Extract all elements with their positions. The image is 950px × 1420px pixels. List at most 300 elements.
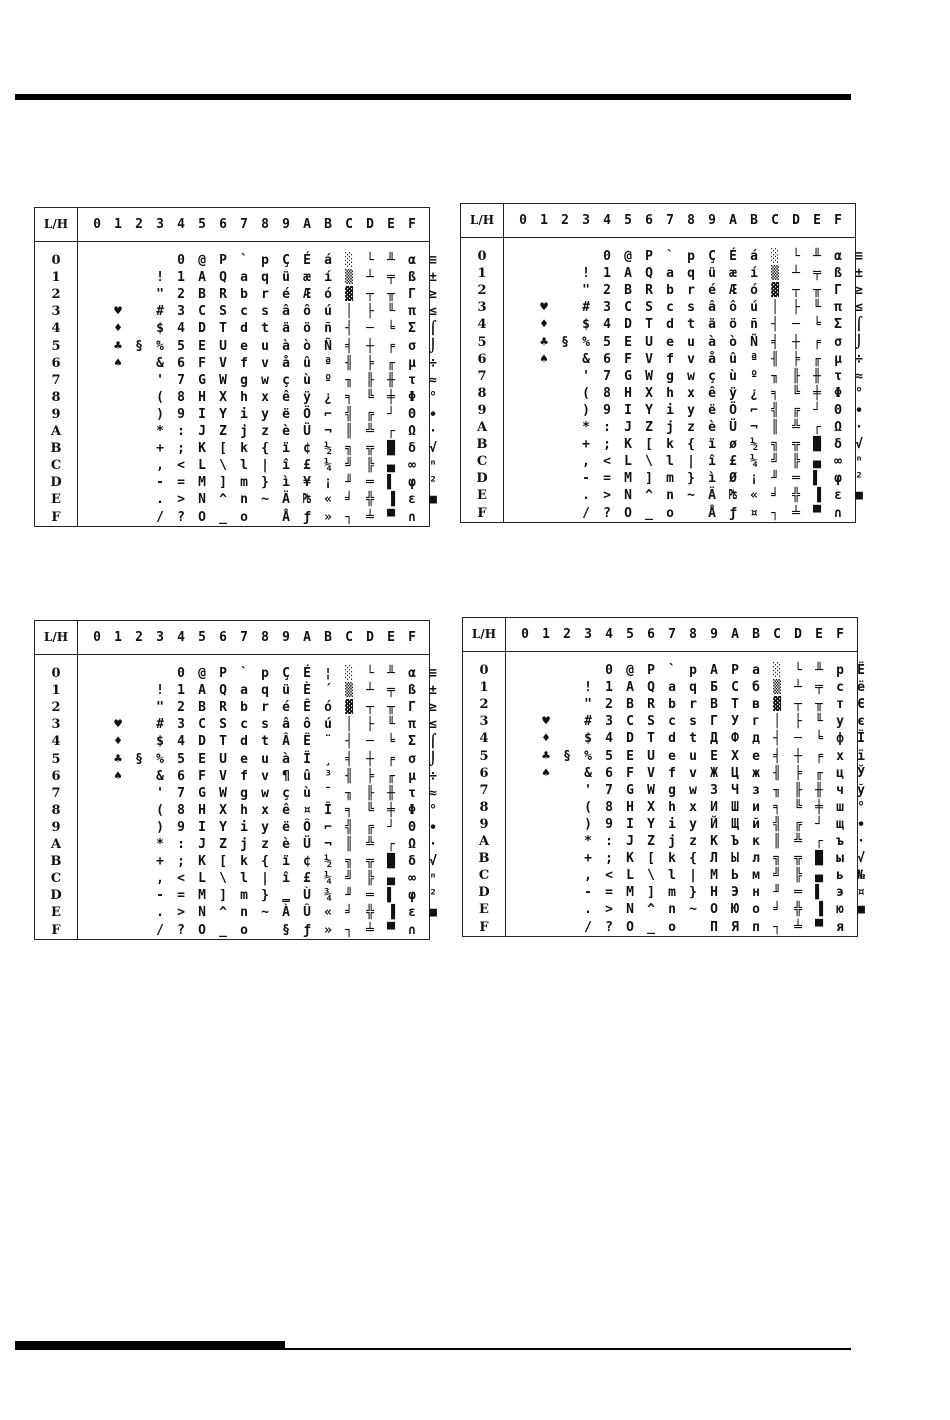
- char-cell-A8: ÿ: [303, 389, 311, 405]
- char-cell-DA: ╩: [792, 420, 800, 435]
- char-cell-1D: [536, 884, 556, 901]
- char-cell-22: [555, 282, 575, 299]
- char-cell-B3: ú: [324, 304, 332, 320]
- char-cell-55: E: [198, 338, 206, 354]
- char-cell-DE: ╬: [366, 905, 374, 921]
- char-cell-F8: ш: [836, 799, 844, 815]
- char-cell-F7: τ: [834, 368, 842, 384]
- char-cell-43: 3: [177, 304, 185, 320]
- char-cell-2D: [129, 474, 149, 491]
- char-cell-51: A: [198, 683, 206, 699]
- char-cell-5D: M: [198, 888, 206, 904]
- char-cell-75: e: [668, 748, 676, 764]
- column-header-0: 0: [521, 627, 529, 642]
- char-cell-D4: ─: [792, 317, 800, 333]
- char-cell-0F: [515, 919, 535, 936]
- char-cell-25: §: [135, 338, 143, 354]
- char-cell-3A: *: [584, 834, 592, 849]
- char-cell-BF: п: [752, 919, 760, 935]
- char-cell-13: ♥: [114, 717, 122, 733]
- char-cell-EB: █: [815, 851, 823, 867]
- char-cell-undefined4: ⌠: [429, 734, 437, 750]
- char-cell-87: w: [261, 785, 269, 801]
- char-cell-undefined3: ≤: [855, 300, 863, 316]
- char-cell-BB: ½: [324, 854, 332, 870]
- column-header-6: 6: [219, 217, 227, 232]
- char-cell-0D: [87, 474, 107, 491]
- char-cell-36: &: [584, 765, 592, 781]
- char-cell-21: [129, 269, 149, 286]
- char-cell-A4: Ë: [303, 734, 311, 750]
- char-cell-94: ä: [708, 317, 716, 333]
- char-cell-3C: ,: [584, 868, 592, 884]
- char-cell-10: [534, 248, 554, 265]
- char-cell-E0: ╨: [387, 666, 395, 681]
- char-cell-20: [129, 252, 149, 269]
- char-cell-3D: -: [582, 471, 590, 487]
- char-cell-05: [513, 334, 533, 351]
- char-cell-4B: ;: [177, 441, 185, 457]
- char-cell-20: [557, 662, 577, 679]
- char-cell-6F: _: [647, 919, 655, 935]
- char-cell-5E: N: [198, 905, 206, 921]
- char-cell-06: [515, 765, 535, 782]
- char-cell-B5: Ñ: [324, 338, 332, 354]
- char-cell-13: ♥: [540, 300, 548, 316]
- char-cell-ED: ▌: [815, 885, 823, 901]
- char-cell-BE: «: [324, 905, 332, 921]
- char-cell-86: v: [687, 351, 695, 367]
- char-cell-FC: ∞: [408, 871, 416, 887]
- char-cell-B0: á: [324, 253, 332, 268]
- char-cell-17: [536, 782, 556, 799]
- char-cell-62: R: [219, 700, 227, 716]
- char-cell-4C: <: [177, 458, 185, 474]
- char-cell-F0: р: [836, 663, 844, 678]
- code-table-1: [34, 207, 437, 527]
- char-cell-8D: }: [689, 885, 697, 901]
- char-cell-51: A: [198, 270, 206, 286]
- char-cell-11: [534, 265, 554, 282]
- column-header-3: 3: [582, 213, 590, 228]
- char-cell-35: %: [156, 338, 164, 354]
- char-cell-50: @: [626, 663, 634, 678]
- row-header-7: 7: [51, 372, 61, 388]
- char-cell-04: [513, 316, 533, 333]
- char-cell-8C: |: [261, 458, 269, 474]
- footer-rule: [285, 1348, 851, 1350]
- char-cell-BC: ¼: [324, 871, 332, 887]
- char-cell-ED: ▌: [387, 888, 395, 904]
- char-cell-8D: }: [261, 888, 269, 904]
- char-cell-9F: Å: [282, 509, 290, 525]
- char-cell-7D: m: [668, 885, 676, 901]
- char-cell-65: U: [645, 334, 653, 350]
- char-cell-6A: Z: [219, 837, 227, 852]
- char-cell-9F: §: [282, 922, 290, 938]
- char-cell-2D: [555, 470, 575, 487]
- char-cell-47: 7: [177, 372, 185, 388]
- char-cell-FD: φ: [408, 475, 416, 491]
- char-cell-25: §: [563, 748, 571, 764]
- char-cell-B7: ¯: [324, 785, 332, 801]
- row-header-4: 4: [51, 321, 61, 337]
- char-cell-A7: ù: [729, 368, 737, 384]
- char-cell-84: t: [689, 731, 697, 747]
- char-cell-undefined0: Ё: [857, 663, 865, 678]
- char-cell-0B: [87, 440, 107, 457]
- char-cell-B9: ⌐: [324, 406, 332, 422]
- char-cell-3A: *: [582, 420, 590, 435]
- char-cell-E5: ╒: [387, 338, 395, 354]
- char-cell-A3: ô: [303, 304, 311, 320]
- char-cell-14: ♦: [114, 321, 122, 337]
- char-cell-00: [87, 665, 107, 682]
- char-cell-A6: û: [303, 768, 311, 784]
- char-cell-11: [108, 269, 128, 286]
- char-cell-34: $: [156, 321, 164, 337]
- column-header-8: 8: [689, 627, 697, 642]
- char-cell-F5: σ: [408, 751, 416, 767]
- char-cell-AE: ₧: [303, 492, 311, 508]
- char-cell-EB: █: [813, 437, 821, 453]
- char-cell-undefined3: ≤: [429, 304, 437, 320]
- char-cell-52: B: [626, 697, 634, 713]
- column-header-2: 2: [563, 627, 571, 642]
- char-cell-D9: ╔: [792, 402, 800, 418]
- char-cell-CA: ║: [771, 420, 779, 435]
- char-cell-1A: [108, 423, 128, 440]
- char-cell-3D: -: [584, 885, 592, 901]
- char-cell-67: W: [645, 368, 653, 384]
- char-cell-15: ♣: [114, 751, 122, 767]
- row-header-C: C: [50, 458, 62, 474]
- char-cell-D7: ╟: [366, 785, 374, 801]
- char-cell-EE: ▐: [387, 492, 395, 508]
- column-header-C: C: [773, 627, 781, 642]
- char-cell-24: [129, 320, 149, 337]
- char-cell-02: [515, 696, 535, 713]
- char-cell-0B: [513, 436, 533, 453]
- char-cell-AC: £: [303, 458, 311, 474]
- char-cell-42: 2: [177, 287, 185, 303]
- char-cell-DF: ╧: [794, 919, 802, 935]
- char-cell-CC: ╝: [345, 458, 353, 474]
- char-cell-F5: σ: [408, 338, 416, 354]
- char-cell-EA: ┌: [815, 834, 823, 849]
- char-cell-8B: {: [261, 854, 269, 870]
- char-cell-9A: è: [708, 420, 716, 435]
- char-cell-42: 2: [605, 697, 613, 713]
- char-cell-90: Ç: [282, 666, 290, 681]
- char-cell-A3: ô: [303, 717, 311, 733]
- char-cell-61: Q: [647, 680, 655, 696]
- char-cell-DC: ╠: [366, 458, 374, 474]
- char-cell-39: ): [584, 816, 592, 832]
- char-cell-D9: ╔: [794, 816, 802, 832]
- char-cell-9C: î: [282, 871, 290, 887]
- char-cell-D6: ╞: [366, 355, 374, 371]
- char-cell-26: [129, 355, 149, 372]
- char-cell-E0: ╨: [813, 249, 821, 264]
- char-cell-FA: Ω: [834, 420, 842, 435]
- char-cell-40: 0: [177, 666, 185, 681]
- row-header-F: F: [51, 922, 61, 938]
- char-cell-D6: ╞: [366, 768, 374, 784]
- char-cell-AB: Ы: [731, 851, 739, 867]
- char-cell-5E: N: [626, 902, 634, 918]
- char-cell-1C: [536, 867, 556, 884]
- char-cell-92: é: [282, 700, 290, 716]
- char-cell-C9: ╣: [345, 406, 353, 422]
- char-cell-93: â: [708, 300, 716, 316]
- char-cell-BA: к: [752, 834, 760, 849]
- char-cell-AD: Э: [731, 885, 739, 901]
- char-cell-FB: δ: [834, 437, 842, 453]
- char-cell-F8: Φ: [408, 802, 416, 818]
- char-cell-6B: [: [219, 441, 227, 457]
- char-cell-C2: ▓: [345, 700, 353, 716]
- char-cell-C0: ░: [345, 253, 353, 268]
- char-cell-6D: ]: [219, 888, 227, 904]
- char-cell-2F: [555, 505, 575, 522]
- column-header-F: F: [408, 217, 416, 232]
- column-header-5: 5: [198, 217, 206, 232]
- char-cell-A6: Ц: [731, 765, 739, 781]
- row-header-9: 9: [479, 816, 489, 832]
- char-cell-2F: [129, 922, 149, 939]
- char-cell-A9: Ö: [729, 402, 737, 418]
- column-header-A: A: [303, 630, 311, 645]
- char-cell-53: C: [198, 304, 206, 320]
- char-cell-91: ü: [282, 683, 290, 699]
- column-header-D: D: [366, 630, 374, 645]
- char-cell-F5: σ: [834, 334, 842, 350]
- char-cell-73: c: [240, 717, 248, 733]
- char-cell-undefined3: ≤: [429, 717, 437, 733]
- char-cell-30: [576, 248, 596, 265]
- char-cell-24: [555, 316, 575, 333]
- char-cell-37: ': [156, 785, 164, 801]
- char-cell-AF: ƒ: [303, 509, 311, 525]
- char-cell-57: G: [198, 372, 206, 388]
- char-cell-7B: k: [240, 854, 248, 870]
- char-cell-ED: ▌: [387, 475, 395, 491]
- char-cell-BC: ¼: [324, 458, 332, 474]
- char-cell-1F: [108, 509, 128, 526]
- char-cell-3F: /: [156, 509, 164, 525]
- char-cell-12: [108, 286, 128, 303]
- char-cell-EA: ┌: [387, 837, 395, 852]
- char-cell-DB: ╦: [366, 854, 374, 870]
- char-cell-undefinedE: ■: [429, 492, 437, 508]
- char-cell-54: D: [624, 317, 632, 333]
- char-cell-12: [108, 699, 128, 716]
- char-cell-37: ': [582, 368, 590, 384]
- char-cell-D4: ─: [366, 321, 374, 337]
- char-cell-5A: J: [626, 834, 634, 849]
- char-cell-66: V: [219, 355, 227, 371]
- char-cell-undefined9: ∙: [429, 819, 437, 835]
- char-cell-07: [513, 368, 533, 385]
- char-cell-F7: ч: [836, 782, 844, 798]
- char-cell-51: A: [624, 266, 632, 282]
- char-cell-AD: Ø: [729, 471, 737, 487]
- char-cell-16: ♠: [540, 351, 548, 367]
- char-cell-29: [129, 406, 149, 423]
- char-cell-CF: ┐: [771, 505, 779, 521]
- char-cell-C8: ╕: [771, 385, 779, 401]
- char-cell-03: [513, 299, 533, 316]
- char-cell-77: g: [240, 785, 248, 801]
- char-cell-52: B: [198, 700, 206, 716]
- char-cell-C1: ▒: [771, 266, 779, 282]
- char-cell-0D: [515, 884, 535, 901]
- char-cell-8E: ~: [261, 905, 269, 921]
- char-cell-18: [536, 799, 556, 816]
- char-cell-F9: Θ: [834, 402, 842, 418]
- char-cell-29: [557, 816, 577, 833]
- char-cell-39: ): [582, 402, 590, 418]
- char-cell-2E: [555, 487, 575, 504]
- char-cell-D1: ┴: [366, 683, 374, 699]
- char-cell-F6: ц: [836, 765, 844, 781]
- char-cell-64: T: [219, 321, 227, 337]
- row-header-E: E: [477, 488, 487, 504]
- row-header-8: 8: [51, 802, 61, 818]
- row-header-4: 4: [477, 317, 487, 333]
- char-cell-73: c: [668, 714, 676, 730]
- char-cell-16: ♠: [542, 765, 550, 781]
- column-header-E: E: [387, 630, 395, 645]
- char-cell-89: y: [689, 816, 697, 832]
- char-cell-D8: ╚: [366, 802, 374, 818]
- char-cell-4A: :: [177, 424, 185, 439]
- column-header-5: 5: [626, 627, 634, 642]
- char-cell-23: [555, 299, 575, 316]
- char-cell-EA: ┌: [387, 424, 395, 439]
- char-cell-44: 4: [177, 321, 185, 337]
- char-cell-undefinedE: ■: [857, 902, 865, 918]
- char-cell-BA: ¬: [324, 424, 332, 439]
- char-cell-68: X: [645, 385, 653, 401]
- char-cell-62: R: [219, 287, 227, 303]
- char-cell-07: [87, 372, 107, 389]
- char-cell-49: 9: [605, 816, 613, 832]
- char-cell-BE: о: [752, 902, 760, 918]
- char-cell-FD: φ: [408, 888, 416, 904]
- char-cell-DF: ╧: [792, 505, 800, 521]
- char-cell-E5: ╒: [813, 334, 821, 350]
- char-cell-64: T: [645, 317, 653, 333]
- char-cell-EE: ▐: [387, 905, 395, 921]
- char-cell-F8: Φ: [408, 389, 416, 405]
- row-header-4: 4: [479, 731, 489, 747]
- char-cell-undefinedB: √: [429, 854, 437, 870]
- char-cell-B7: º: [750, 368, 758, 384]
- row-header-9: 9: [51, 819, 61, 835]
- char-cell-EA: ┌: [813, 420, 821, 435]
- char-cell-58: H: [626, 799, 634, 815]
- char-cell-54: D: [626, 731, 634, 747]
- char-cell-8D: }: [261, 475, 269, 491]
- char-cell-16: ♠: [114, 355, 122, 371]
- char-cell-56: F: [198, 355, 206, 371]
- char-cell-55: E: [626, 748, 634, 764]
- char-cell-FF: ∩: [408, 509, 416, 525]
- char-cell-1C: [108, 457, 128, 474]
- column-header-9: 9: [708, 213, 716, 228]
- char-cell-B1: ´: [324, 683, 332, 699]
- char-cell-undefinedC: ⁿ: [855, 454, 863, 470]
- char-cell-E1: ╤: [387, 683, 395, 699]
- char-cell-E8: ╪: [387, 802, 395, 818]
- char-cell-FD: э: [836, 885, 844, 901]
- row-header-9: 9: [51, 406, 61, 422]
- char-cell-84: t: [687, 317, 695, 333]
- char-cell-7F: o: [666, 505, 674, 521]
- char-cell-98: ê: [282, 802, 290, 818]
- char-cell-4F: ?: [605, 919, 613, 935]
- char-cell-F2: т: [836, 697, 844, 713]
- char-cell-3B: +: [156, 854, 164, 870]
- char-cell-13: ♥: [542, 714, 550, 730]
- char-cell-4E: >: [603, 488, 611, 504]
- char-cell-43: 3: [603, 300, 611, 316]
- char-cell-C7: ╖: [771, 368, 779, 384]
- char-cell-F0: α: [408, 253, 416, 268]
- row-header-A: A: [476, 420, 488, 435]
- column-header-3: 3: [584, 627, 592, 642]
- char-cell-C7: ╖: [773, 782, 781, 798]
- char-cell-B2: в: [752, 697, 760, 713]
- char-cell-FE: ε: [408, 492, 416, 508]
- column-header-D: D: [792, 213, 800, 228]
- char-cell-09: [513, 402, 533, 419]
- char-cell-B9: ⌐: [750, 402, 758, 418]
- char-cell-EC: ▄: [387, 871, 395, 887]
- row-header-1: 1: [477, 266, 487, 282]
- char-cell-CD: ╜: [773, 885, 781, 901]
- char-cell-97: ç: [282, 372, 290, 388]
- char-cell-undefinedF: [423, 922, 443, 939]
- char-cell-53: C: [626, 714, 634, 730]
- column-header-0: 0: [519, 213, 527, 228]
- char-cell-50: @: [198, 253, 206, 268]
- char-cell-89: y: [261, 819, 269, 835]
- char-cell-8F: [255, 509, 275, 526]
- char-cell-42: 2: [177, 700, 185, 716]
- char-cell-71: a: [666, 266, 674, 282]
- char-cell-20: [129, 665, 149, 682]
- char-cell-undefined9: ∙: [855, 402, 863, 418]
- char-cell-69: Y: [645, 402, 653, 418]
- row-header-C: C: [478, 868, 490, 884]
- char-cell-11: [108, 682, 128, 699]
- char-cell-B8: и: [752, 799, 760, 815]
- char-cell-undefined0: ≡: [429, 666, 437, 681]
- row-header-3: 3: [51, 304, 61, 320]
- char-cell-6A: Z: [647, 834, 655, 849]
- row-header-8: 8: [51, 389, 61, 405]
- char-cell-undefined8: °: [429, 389, 437, 405]
- char-cell-BD: ¾: [324, 888, 332, 904]
- char-cell-49: 9: [177, 406, 185, 422]
- char-cell-D7: ╟: [366, 372, 374, 388]
- char-cell-46: 6: [603, 351, 611, 367]
- char-cell-83: s: [689, 714, 697, 730]
- char-cell-B3: ú: [750, 300, 758, 316]
